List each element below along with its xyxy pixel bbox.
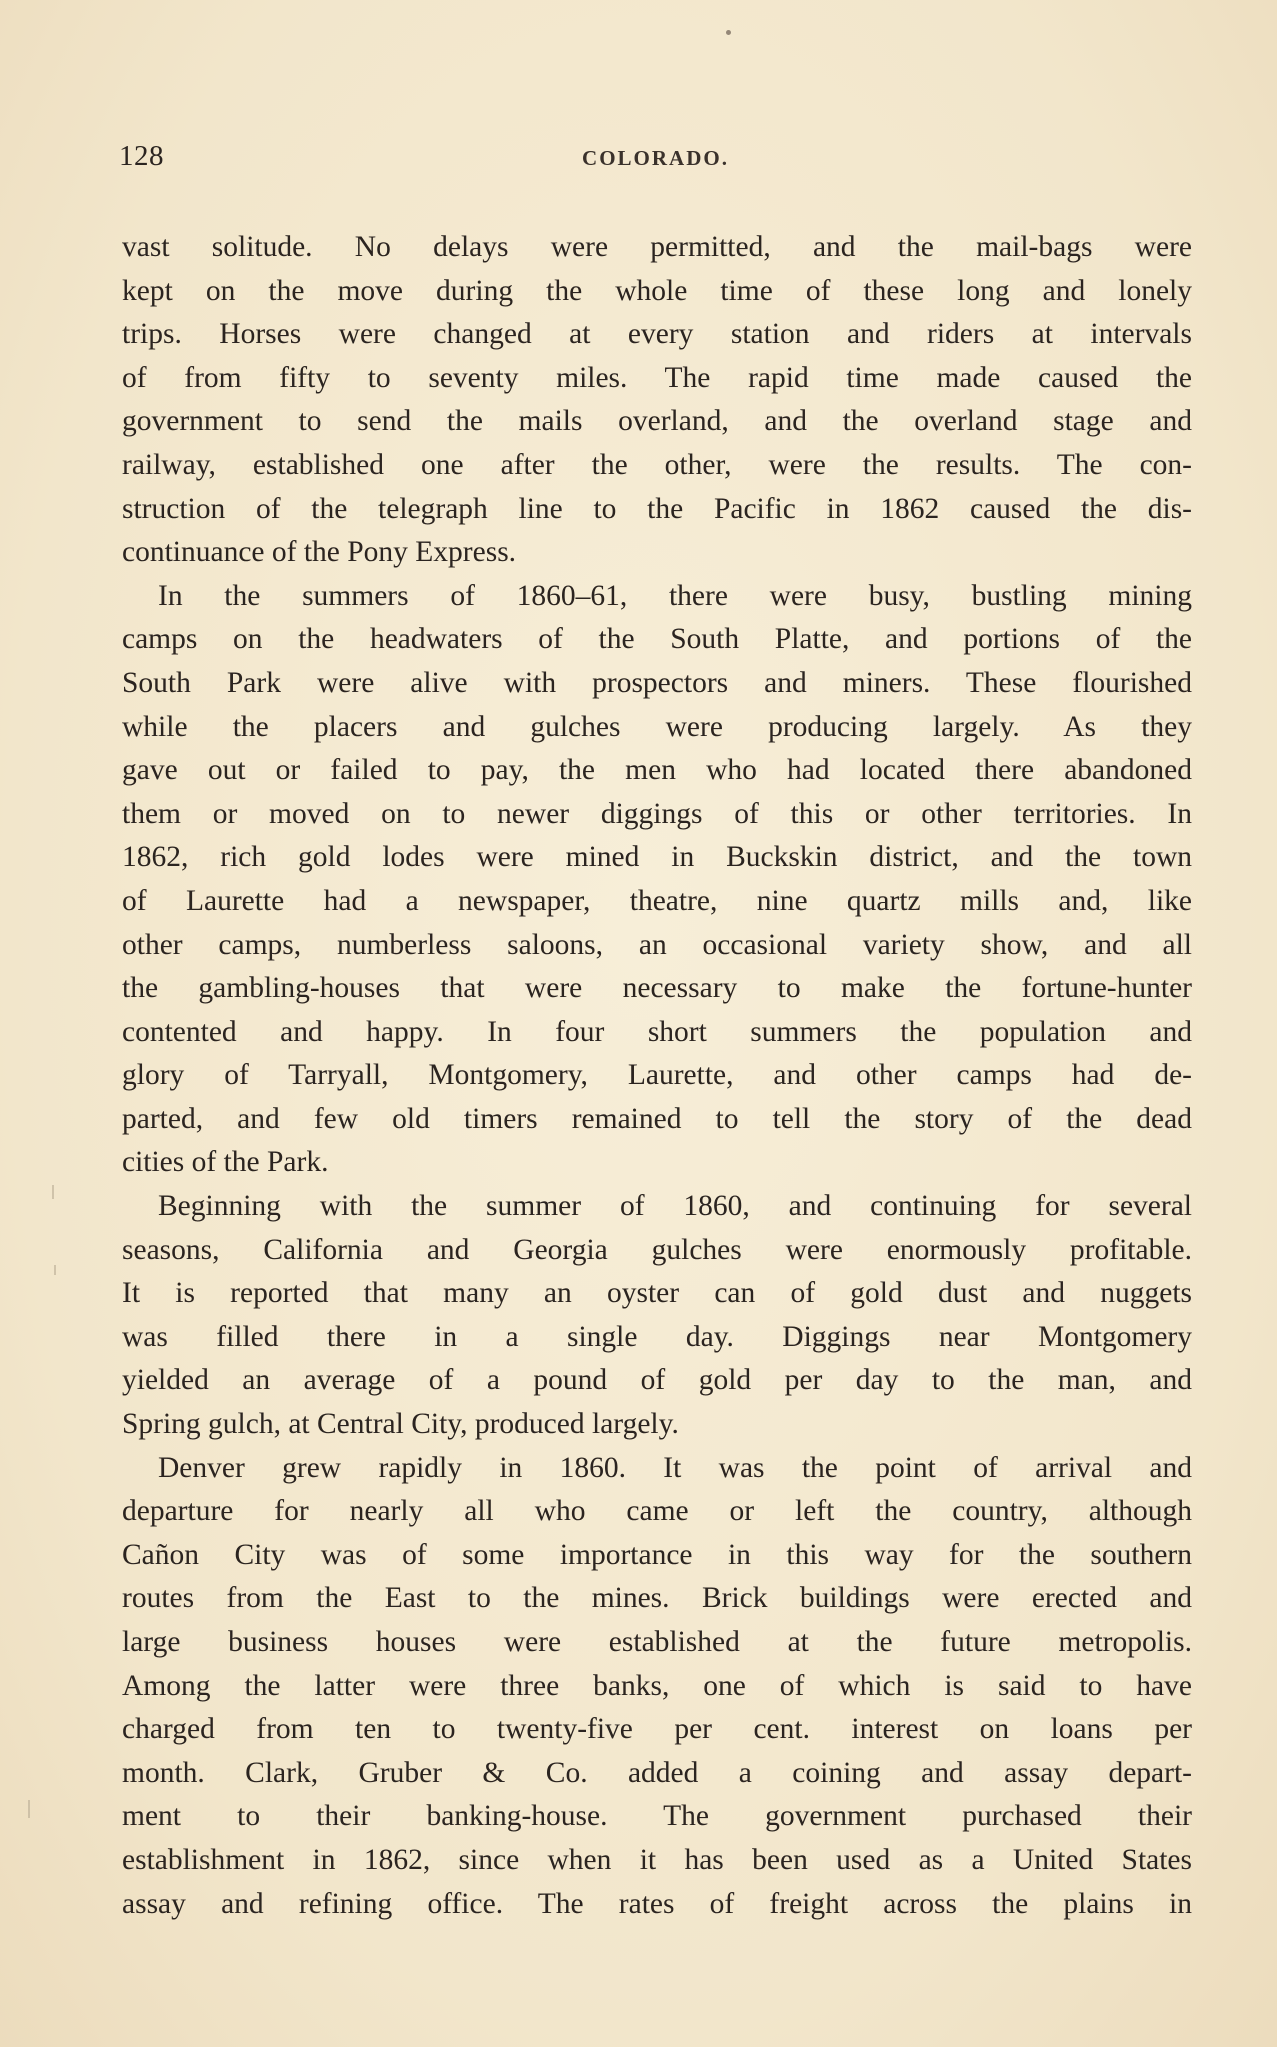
text-line: Among the latter were three banks, one of which is said to have	[122, 1669, 1192, 1702]
running-title: COLORADO.	[582, 146, 729, 170]
text-line: government to send the mails overland, and the overland stage and	[122, 405, 1192, 438]
text-line: camps on the headwaters of the South Platte, and portions of the	[122, 623, 1192, 656]
text-line: In the summers of 1860–61, there were busy, bustling mining	[158, 579, 1192, 612]
text-line: departure for nearly all who came or left the country, although	[122, 1495, 1192, 1528]
text-line: routes from the East to the mines. Brick buildings were erected and	[122, 1582, 1192, 1615]
text-line: was filled there in a single day. Diggings near Montgomery	[122, 1320, 1192, 1353]
text-line: gave out or failed to pay, the men who had located there abandoned	[122, 754, 1192, 787]
text-line: seasons, California and Georgia gulches were enormously profitable.	[122, 1233, 1192, 1266]
text-line: them or moved on to newer diggings of this or other territories. In	[122, 797, 1192, 830]
paragraph	[122, 1447, 1192, 1927]
body-text	[122, 226, 1192, 1926]
paragraph	[122, 1185, 1192, 1447]
text-line: cities of the Park.	[122, 1146, 329, 1179]
text-line: large business houses were established at the future metropolis.	[122, 1626, 1192, 1658]
text-line: Cañon City was of some importance in this way for the southern	[122, 1538, 1192, 1571]
text-line: railway, established one after the other, were the results. The con-	[122, 448, 1192, 481]
text-line: glory of Tarryall, Montgomery, Laurette, and other camps had de-	[122, 1059, 1192, 1092]
page-number: 128	[119, 140, 164, 172]
text-line: of Laurette had a newspaper, theatre, nine quartz mills and, like	[122, 884, 1192, 917]
text-line: Beginning with the summer of 1860, and continuing for several	[158, 1190, 1192, 1223]
text-line: other camps, numberless saloons, an occasional variety show, and all	[122, 928, 1192, 961]
text-line: yielded an average of a pound of gold per day to the man, and	[122, 1364, 1192, 1397]
text-line: vast solitude. No delays were permitted, and the mail-bags were	[122, 231, 1192, 263]
paragraph	[122, 575, 1192, 1185]
paragraph	[122, 226, 1192, 575]
margin-mark	[52, 1185, 54, 1199]
text-line: parted, and few old timers remained to tell the story of the dead	[122, 1102, 1192, 1135]
margin-mark	[28, 1800, 30, 1818]
text-line: of from fifty to seventy miles. The rapid time made caused the	[122, 361, 1192, 394]
text-line: while the placers and gulches were producing largely. As they	[122, 710, 1192, 743]
text-line: the gambling-houses that were necessary to make the fortune-hunter	[122, 972, 1192, 1005]
text-line: It is reported that many an oyster can of gold dust and nuggets	[122, 1277, 1192, 1310]
margin-mark	[54, 1265, 56, 1275]
text-line: 1862, rich gold lodes were mined in Buckskin district, and the town	[122, 841, 1192, 874]
text-line: establishment in 1862, since when it has been used as a United States	[122, 1843, 1192, 1876]
text-line: South Park were alive with prospectors and miners. These flourished	[122, 666, 1192, 699]
text-line: Denver grew rapidly in 1860. It was the point of arrival and	[158, 1451, 1192, 1484]
text-line: continuance of the Pony Express.	[122, 536, 517, 569]
text-line: struction of the telegraph line to the Pacific in 1862 caused the dis-	[122, 492, 1192, 525]
text-line: Spring gulch, at Central City, produced largely.	[122, 1408, 679, 1441]
text-line: charged from ten to twenty-five per cent. interest on loans per	[122, 1713, 1192, 1746]
running-head	[119, 140, 1192, 180]
text-line: assay and refining office. The rates of freight across the plains in	[122, 1887, 1192, 1920]
ink-speck	[726, 30, 731, 35]
text-line: trips. Horses were changed at every station and riders at intervals	[122, 318, 1192, 351]
text-line: kept on the move during the whole time of these long and lonely	[122, 274, 1192, 307]
text-line: ment to their banking-house. The government purchased their	[122, 1800, 1192, 1833]
text-line: month. Clark, Gruber & Co. added a coining and assay depart-	[122, 1756, 1192, 1789]
text-line: contented and happy. In four short summers the population and	[122, 1015, 1192, 1048]
